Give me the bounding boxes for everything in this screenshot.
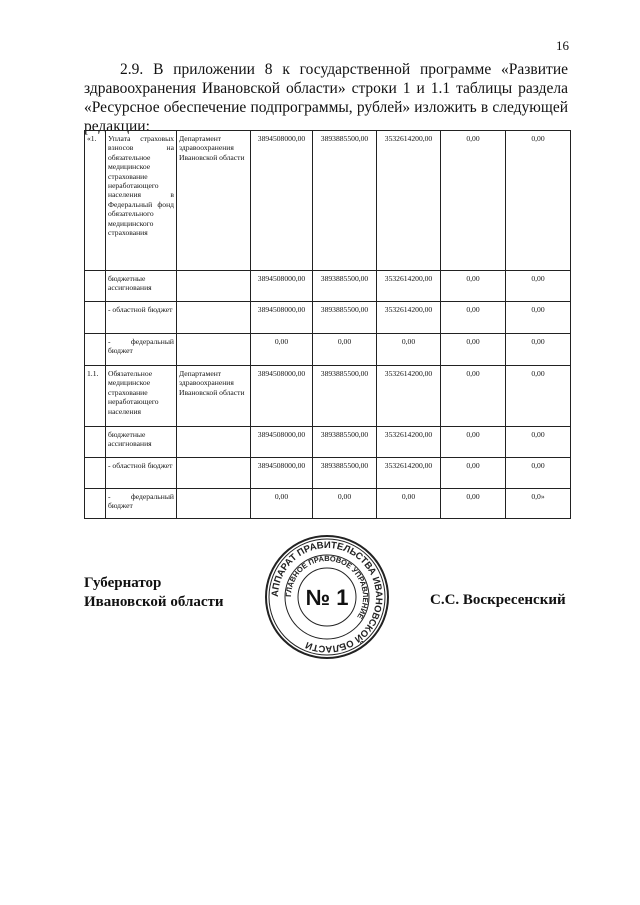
row-number [85, 271, 106, 302]
value-cell: 3894508000,00 [251, 427, 313, 458]
row-name: Обязательное медицинское страхование неработающего населения [106, 366, 177, 427]
value-cell: 3894508000,00 [251, 131, 313, 271]
value-cell: 3894508000,00 [251, 302, 313, 334]
row-name: Уплата страховых взносов на обязательное медицинское страхование неработающего населения в Федеральный фонд обязательного медицинского страхования [106, 131, 177, 271]
row-executor [177, 427, 251, 458]
table-row [85, 302, 571, 334]
row-executor [177, 271, 251, 302]
table-row [85, 131, 571, 271]
row-executor [177, 334, 251, 366]
value-cell: 3893885500,00 [313, 302, 377, 334]
value-cell: 0,00 [441, 458, 506, 489]
row-name: - областной бюджет [106, 302, 177, 334]
table-row [85, 271, 571, 302]
row-number [85, 458, 106, 489]
row-name: - федеральный бюджет [106, 334, 177, 366]
page-number: 16 [556, 38, 569, 53]
value-cell: 3893885500,00 [313, 131, 377, 271]
table-row [85, 334, 571, 366]
value-cell: 3894508000,00 [251, 271, 313, 302]
value-cell: 0,0» [506, 489, 571, 519]
seal-outer-text: АППАРАТ ПРАВИТЕЛЬСТВА ИВАНОВСКОЙ ОБЛАСТИ [269, 539, 385, 655]
row-executor [177, 302, 251, 334]
value-cell: 0,00 [313, 334, 377, 366]
row-executor [177, 489, 251, 519]
value-cell: 3893885500,00 [313, 271, 377, 302]
table-row [85, 458, 571, 489]
resource-table [84, 130, 571, 519]
value-cell: 0,00 [313, 489, 377, 519]
value-cell: 0,00 [441, 302, 506, 334]
value-cell: 0,00 [506, 302, 571, 334]
value-cell: 0,00 [506, 271, 571, 302]
row-number [85, 302, 106, 334]
value-cell: 0,00 [441, 131, 506, 271]
value-cell: 0,00 [506, 334, 571, 366]
signature-position [84, 574, 224, 612]
row-number [85, 427, 106, 458]
value-cell: 0,00 [506, 366, 571, 427]
row-executor: Департамент здравоохранения Ивановской области [177, 131, 251, 271]
position-line-2: Ивановской области [84, 594, 224, 610]
value-cell: 0,00 [251, 334, 313, 366]
value-cell: 3532614200,00 [377, 131, 441, 271]
row-name: - областной бюджет [106, 458, 177, 489]
value-cell: 0,00 [441, 489, 506, 519]
table-row [85, 366, 571, 427]
row-name: бюджетные ассигнования [106, 427, 177, 458]
value-cell: 0,00 [506, 427, 571, 458]
value-cell: 0,00 [441, 271, 506, 302]
value-cell: 3532614200,00 [377, 271, 441, 302]
row-executor: Департамент здравоохранения Ивановской области [177, 366, 251, 427]
value-cell: 0,00 [251, 489, 313, 519]
row-number [85, 334, 106, 366]
value-cell: 3894508000,00 [251, 458, 313, 489]
row-name: бюджетные ассигнования [106, 271, 177, 302]
value-cell: 3894508000,00 [251, 366, 313, 427]
signatory-name: С.С. Воскресенский [430, 592, 566, 608]
official-seal [264, 534, 390, 660]
value-cell: 3893885500,00 [313, 366, 377, 427]
value-cell: 3893885500,00 [313, 458, 377, 489]
row-number: «1. [85, 131, 106, 271]
value-cell: 3532614200,00 [377, 302, 441, 334]
value-cell: 3532614200,00 [377, 427, 441, 458]
seal-inner-text: ГЛАВНОЕ ПРАВОВОЕ УПРАВЛЕНИЕ [283, 553, 371, 621]
value-cell: 0,00 [377, 489, 441, 519]
row-name: - федеральный бюджет [106, 489, 177, 519]
value-cell: 3532614200,00 [377, 458, 441, 489]
value-cell: 0,00 [441, 427, 506, 458]
seal-number: № 1 [305, 585, 349, 610]
value-cell: 0,00 [506, 131, 571, 271]
value-cell: 3893885500,00 [313, 427, 377, 458]
table-row [85, 489, 571, 519]
value-cell: 0,00 [506, 458, 571, 489]
table-row [85, 427, 571, 458]
row-number [85, 489, 106, 519]
row-number: 1.1. [85, 366, 106, 427]
value-cell: 3532614200,00 [377, 366, 441, 427]
value-cell: 0,00 [441, 334, 506, 366]
value-cell: 0,00 [441, 366, 506, 427]
intro-paragraph: 2.9. В приложении 8 к государственной программе «Развитие здравоохранения Ивановской области» строки 1 и 1.1 таблицы раздела «Ресурсное обеспечение подпрограммы, рублей» изложить в следующей редакции: [84, 61, 568, 135]
position-line-1: Губернатор [84, 575, 162, 591]
row-executor [177, 458, 251, 489]
value-cell: 0,00 [377, 334, 441, 366]
